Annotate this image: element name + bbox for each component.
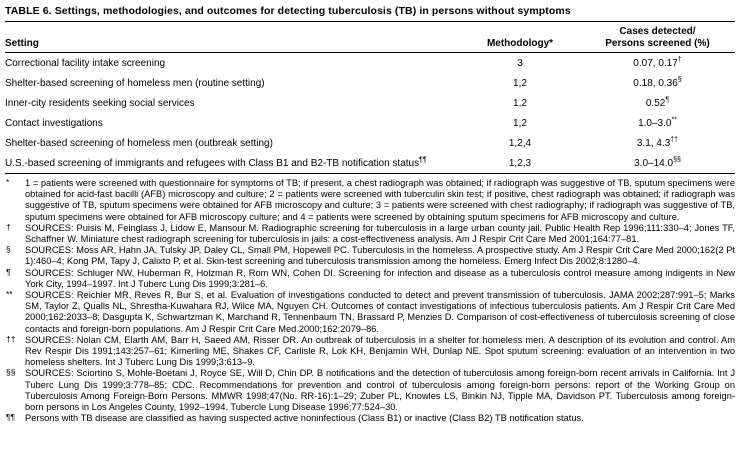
methodology-cell: 1,2,4 xyxy=(508,137,532,149)
footnote-symbol: * xyxy=(6,177,10,187)
table-title: TABLE 6. Settings, methodologies, and outcomes for detecting tuberculosis (TB) in persons without symptoms xyxy=(5,5,571,17)
footnote xyxy=(5,290,735,335)
table-row xyxy=(5,93,735,113)
footnote-ref: § xyxy=(677,76,682,84)
cases-cell: 0.18, 0.36§ xyxy=(633,76,682,89)
table-row xyxy=(5,153,735,174)
table-body xyxy=(5,53,735,174)
footnote-ref: ** xyxy=(671,116,677,124)
footnote-text: SOURCES: Puisis M, Feinglass J, Lidow E, Mansour M. Radiographic screening for tuberculosis in a large urban county jail. Public Health Rep 1996;111:330–4; Jones TF, Schaffner W. Miniature chest radiograph screening for tuberculosis in jails: a cost-effectiveness analysis. Am J Respir Crit Care Med 2001;164:77–81. xyxy=(25,222,735,245)
footnote xyxy=(5,223,735,245)
footnote-ref: §§ xyxy=(673,156,681,164)
footnote-symbol: § xyxy=(6,244,11,255)
footnote-ref: ¶¶ xyxy=(419,156,427,164)
footnote-symbol: †† xyxy=(6,333,16,344)
col-header-methodology: Methodology* xyxy=(460,22,580,53)
footnote-text: Persons with TB disease are classified as having suspected active noninfectious (Class B1) or inactive (Class B2) TB notification status. xyxy=(25,413,584,424)
table-header xyxy=(5,22,735,53)
footnote-text: SOURCES: Sciortino S, Mohle-Boetani J, Royce SE, Will D, Chin DP. B notifications and the detection of tuberculosis among foreign-born recent arrivals in California. Int J Tuberc Lung Dis 1999;3:778–85; CDC. Recommendations for prevention and control of tuberculosis among foreign-born persons: report of the Working Group on Tuberculosis Among Foreign-Born Persons. MMWR 1998;47(No. RR-16):1–29; Zuber PL, Knowles LS, Binkin NJ, Tipple MA, Davidson PT. Tuberculosis among foreign-born persons in Los Angeles County, 1992–1994. Tubercle Lung Disease 1996;77:524–30. xyxy=(25,368,735,413)
footnote xyxy=(5,178,735,223)
footnote-text: SOURCES: Schluger NW, Huberman R, Holzman R, Rom WN, Cohen DI. Screening for infection and disease as a tuberculosis control measure among indigents in New York City, 1994–1997. Int J Tuberc Lung Dis 1999;3:281–6. xyxy=(25,267,735,289)
footnote-text: 1 = patients were screened with questionnaire for symptoms of TB; if present, a chest radiograph was obtained; if radiograph was suggestive of TB, sputum specimens were obtained for acid-fast bacilli (AFB) microscopy and culture; 2 = patients were screened with tuberculin skin test; if positive, chest radiograph was obtained; if radiograph was suggestive of TB, sputum specimens were obtained for AFB microscopy and culture; 3 = patients were screened with chest radiography; if radiograph was suggestive of TB, sputum specimens were obtained for AFB microscopy culture; and 4 = patients were screened by obtaining sputum specimens for AFB microscopy and culture. xyxy=(25,178,735,222)
footnote-text: SOURCES: Moss AR, Hahn JA, Tulsky JP, Daley CL, Small PM, Hopewell PC. Tuberculosis in the homeless. A prospective study. Am J Respir Crit Care Med 2000;162(2 Pt 1):460–4; Kong PM, Tapy J, Calixto P, et al. Skin-test screening and tuberculosis transmission among the homeless. Emerg Infect Dis 2002;8:1280–4. xyxy=(25,245,735,267)
methodology-cell: 3 xyxy=(517,57,523,69)
methodology-cell: 1,2,3 xyxy=(460,153,580,174)
tb-screening-table xyxy=(5,21,735,174)
cases-cell: 3.0–14.0§§ xyxy=(580,153,735,174)
footnote-symbol: † xyxy=(6,221,11,232)
col-header-cases-line1: Cases detected/ xyxy=(619,26,696,37)
footnote xyxy=(5,268,735,290)
cases-cell: 0.07, 0.17† xyxy=(633,56,682,69)
cases-cell: 1.0–3.0** xyxy=(638,116,677,129)
footnote xyxy=(5,335,735,369)
footnote-ref: ¶ xyxy=(665,96,670,104)
footnote-ref: † xyxy=(677,56,682,64)
setting-cell: Correctional facility intake screening xyxy=(5,57,166,69)
cases-cell: 3.1, 4.3†† xyxy=(636,136,679,149)
table-row xyxy=(5,113,735,133)
footnote-symbol: ** xyxy=(6,289,13,300)
table-row xyxy=(5,133,735,153)
setting-cell: Inner-city residents seeking social services xyxy=(5,97,195,109)
footnotes-section xyxy=(5,178,735,424)
footnote-symbol: ¶¶ xyxy=(6,412,16,423)
cases-cell: 0.52¶ xyxy=(645,96,670,109)
footnote xyxy=(5,245,735,267)
setting-cell: U.S.-based screening of immigrants and refugees with Class B1 and B2-TB notification status¶¶ xyxy=(5,153,460,174)
footnote-symbol: ¶ xyxy=(6,266,11,277)
footnote xyxy=(5,368,735,413)
footnote xyxy=(5,413,735,424)
methodology-cell: 1,2 xyxy=(513,117,527,129)
setting-cell: Shelter-based screening of homeless men (routine setting) xyxy=(5,77,265,89)
footnote-ref: †† xyxy=(670,136,679,144)
footnote-text: SOURCES: Nolan CM, Elarth AM, Barr H, Saeed AM, Risser DR. An outbreak of tuberculosis in a shelter for homeless men. A description of its evolution and control. Am Rev Respir Dis 1991;143:257–61; Kimerling ME, Shakes CF, Carlisle R, Lok KH, Benjamin WH, Dunlap NE. Spot sputum screening: evaluation of an intervention in two homeless shelters. Int J Tuberc Lung Dis 1999;3:613–9. xyxy=(25,334,735,368)
col-header-cases xyxy=(580,22,735,53)
col-header-cases-line2: Persons screened (%) xyxy=(605,37,710,49)
table-row xyxy=(5,73,735,93)
footnote-text: SOURCES: Reichler MR, Reves R, Bur S, et al. Evaluation of investigations conducted to detect and prevent transmission of tuberculosis. JAMA 2002;287:991–5; Marks SM, Taylor Z, Qualls NL, Shrestha-Kuwahara RJ, Wilce MA, Nguyen CH. Outcomes of contact investigations of infectious tuberculosis patients. Am J Respir Crit Care Med 2000;162:2033–8; Dasgupta K, Schwartzman K, Marchand R, Tennenbaum TN, Brassard P, Menzies D. Comparison of cost-effectiveness of tuberculosis screening of close contacts and foreign-born populations. Am J Respir Crit Care Med 2000;162:2079–86. xyxy=(25,290,735,334)
footnote-symbol: §§ xyxy=(6,367,16,378)
col-header-setting: Setting xyxy=(5,22,460,53)
methodology-cell: 1,2 xyxy=(513,97,527,109)
setting-cell: Shelter-based screening of homeless men (outbreak setting) xyxy=(5,137,273,149)
methodology-cell: 1,2 xyxy=(513,77,527,89)
setting-cell: Contact investigations xyxy=(5,117,103,129)
table-row xyxy=(5,53,735,74)
